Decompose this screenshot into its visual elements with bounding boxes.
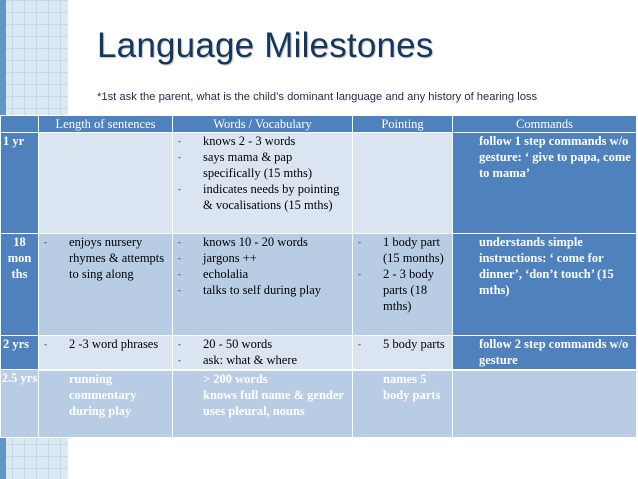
list-item: - 5 body parts: [353, 336, 452, 352]
words-cell: [173, 234, 353, 336]
milestones-table: [0, 115, 637, 438]
words-cell: [173, 370, 353, 438]
length-cell: [39, 336, 173, 370]
age-cell: 2.5 yrs: [1, 370, 39, 438]
pointing-cell: [353, 133, 453, 234]
age-cell: 1 yr: [1, 133, 39, 234]
commands-cell: [453, 133, 637, 234]
header-commands: Commands: [453, 116, 637, 133]
length-cell: [39, 370, 173, 438]
list-item: - 2 -3 word phrases: [39, 336, 172, 352]
list-item: - talks to self during play: [173, 282, 352, 298]
list-item: - jargons ++: [173, 250, 352, 266]
length-text: running commentary during play: [69, 371, 137, 418]
length-cell: [39, 133, 173, 234]
list-item: - 20 - 50 words: [173, 336, 352, 352]
table-row: [1, 370, 637, 438]
list-item: - indicates needs by pointing & vocalisations (15 mths): [173, 181, 352, 213]
list-item: - says mama & pap specifically (15 mths): [173, 149, 352, 181]
list-item: - 1 body part (15 months): [353, 234, 452, 266]
list-item: - follow 2 step commands w/o gesture: [453, 336, 636, 368]
header-pointing: Pointing: [353, 116, 453, 133]
table-row: [1, 234, 637, 336]
words-line: knows full name & gender: [203, 387, 344, 402]
pointing-cell: [353, 336, 453, 370]
page-title: Language Milestones: [97, 26, 434, 65]
commands-cell: [453, 234, 637, 336]
commands-cell: [453, 370, 637, 438]
header-age: [1, 116, 39, 133]
list-item: - understands simple instructions: ‘ come for dinner’, ‘don’t touch’ (15 mths): [453, 234, 636, 298]
header-length: Length of sentences: [39, 116, 173, 133]
table-row: [1, 336, 637, 370]
header-words: Words / Vocabulary: [173, 116, 353, 133]
words-cell: [173, 133, 353, 234]
pointing-cell: [353, 370, 453, 438]
words-line: uses pleural, nouns: [203, 403, 305, 418]
list-item: - enjoys nursery rhymes & attempts to sing along: [39, 234, 172, 282]
list-item: - follow 1 step commands w/o gesture: ‘ give to papa, come to mama’: [453, 133, 636, 181]
table-header-row: [1, 116, 637, 133]
pointing-text: names 5 body parts: [383, 371, 441, 402]
list-item: - ask: what & where: [173, 352, 352, 368]
length-cell: [39, 234, 173, 336]
words-line: > 200 words: [203, 371, 268, 386]
words-cell: [173, 336, 353, 370]
age-cell: 2 yrs: [1, 336, 39, 370]
list-item: - echolalia: [173, 266, 352, 282]
pointing-cell: [353, 234, 453, 336]
list-item: - 2 - 3 body parts (18 mths): [353, 266, 452, 314]
commands-cell: [453, 336, 637, 370]
age-cell: 18 mon ths: [1, 234, 39, 336]
list-item: - knows 2 - 3 words: [173, 133, 352, 149]
list-item: - knows 10 - 20 words: [173, 234, 352, 250]
table-row: [1, 133, 637, 234]
page-subtitle: *1st ask the parent, what is the child’s dominant language and any history of hearing loss: [97, 91, 538, 103]
